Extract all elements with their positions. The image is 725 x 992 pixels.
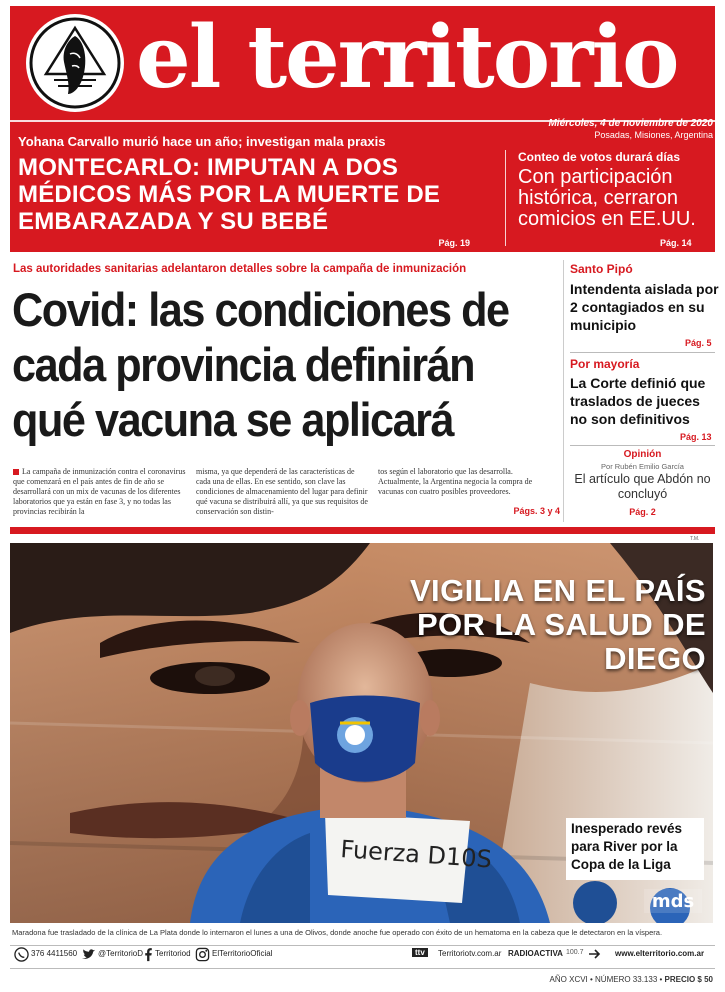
footer-radio[interactable]: RADIOACTIVA xyxy=(508,949,563,958)
opinion-byline: Por Rubén Emilio García xyxy=(601,462,684,471)
covid-page: Págs. 3 y 4 xyxy=(513,506,560,516)
top-left-headline[interactable]: MONTECARLO: IMPUTAN A DOS MÉDICOS MÁS POR LA MUERTE DE EMBARAZADA Y SU BEBÉ xyxy=(18,154,441,235)
section-red-bar xyxy=(10,527,715,534)
covid-headline[interactable] xyxy=(12,282,513,447)
sidebar-kicker: Por mayoría xyxy=(570,357,640,371)
opinion-headline[interactable]: El artículo que Abdón no concluyó xyxy=(574,472,711,501)
masthead-divider xyxy=(505,150,506,246)
covid-body-col1: La campaña de inmunización contra el coronavirus que comenzará en el país antes de fin de año se desarrollará con un mix de vacunas de los diferentes laboratorios que ya están en fase 3, y no todas las provincias recibirán la xyxy=(13,467,186,516)
photo-headline[interactable]: VIGILIA EN EL PAÍS POR LA SALUD DE DIEGO xyxy=(409,573,706,676)
tv-badge[interactable]: ttv xyxy=(412,948,428,957)
covid-headline-line: cada provincia definirán xyxy=(12,338,475,391)
mds-logo xyxy=(644,889,702,913)
photo-caption: Maradona fue trasladado de la clínica de La Plata donde lo internaron el lunes a una de Olivos, donde anoche fue operado con éxito de un hematoma en la cabeza que le detectaron en la víspera. xyxy=(12,928,663,937)
issue-place: Posadas, Misiones, Argentina xyxy=(594,130,713,140)
footer-radio-freq: 100.7 xyxy=(566,949,584,956)
logo-emblem-icon xyxy=(26,14,124,112)
opinion-kicker: Opinión xyxy=(623,449,662,460)
top-right-headline[interactable]: Con participación histórica, cerraron comicios en EE.UU. xyxy=(518,166,696,230)
top-left-page: Pág. 19 xyxy=(438,238,470,248)
sidebar-divider xyxy=(563,260,564,522)
sidebar-page: Pág. 13 xyxy=(680,432,712,442)
issue-info xyxy=(550,975,713,984)
covid-body-col2: misma, ya que dependerá de las características de cada una de ellas. En ese sentido, son clave las condiciones de almacenamiento del lugar para definir qué vacuna se distribuirá allí, ya que sus requisitos de conservación son distin- xyxy=(196,467,368,516)
facebook-icon[interactable] xyxy=(141,947,156,962)
top-left-kicker: Yohana Carvallo murió hace un año; investigan mala praxis xyxy=(18,134,386,149)
sidebar-rule xyxy=(570,445,715,446)
sign-text: Fuerza D10S xyxy=(339,835,493,874)
covid-headline-line: Covid: las condiciones de xyxy=(12,283,509,336)
opinion-page: Pág. 2 xyxy=(629,507,656,517)
sidebar-page: Pág. 5 xyxy=(685,338,712,348)
footer-tv-site[interactable]: Territoriotv.com.ar xyxy=(438,949,502,958)
footer-instagram[interactable]: ElTerritorioOficial xyxy=(212,949,273,958)
sidebar-headline[interactable]: La Corte definió que traslados de jueces no son definitivos xyxy=(570,375,706,427)
footer-site[interactable]: www.elterritorio.com.ar xyxy=(615,949,705,958)
issue-price: PRECIO $ 50 xyxy=(664,975,713,984)
covid-headline-line: qué vacuna se aplicará xyxy=(12,393,454,446)
whatsapp-icon[interactable] xyxy=(14,947,29,962)
radio-arrow-icon xyxy=(588,948,602,960)
sidebar-rule xyxy=(570,352,715,353)
issue-date: Miércoles, 4 de noviembre de 2020 xyxy=(548,118,713,129)
photo-credit: T.M. xyxy=(690,536,700,542)
masthead-title[interactable]: el territorio xyxy=(136,7,678,108)
mds-logo-text: mds xyxy=(651,891,695,912)
footer-twitter[interactable]: @TerritorioD xyxy=(98,949,144,958)
instagram-icon[interactable] xyxy=(195,947,210,962)
issue-number: AÑO XCVI • NÚMERO 33.133 • xyxy=(549,975,663,984)
footer-facebook[interactable]: Territoriod xyxy=(155,949,191,958)
sidebar-headline[interactable]: Intendenta aislada por 2 contagiados en su municipio xyxy=(570,281,719,333)
river-headline[interactable]: Inesperado revés para River por la Copa de la Liga xyxy=(571,821,683,872)
covid-kicker: Las autoridades sanitarias adelantaron detalles sobre la campaña de inmunización xyxy=(13,263,467,275)
covid-body-col3: tos según el laboratorio que las desarrolla. Actualmente, la Argentina negocia la compra de vacunas con cuatro posibles proveedores. xyxy=(378,467,533,496)
twitter-icon[interactable] xyxy=(81,947,96,962)
footer-whatsapp[interactable]: 376 4411560 xyxy=(31,949,78,958)
sidebar-kicker: Santo Pipó xyxy=(570,262,633,276)
top-right-page: Pág. 14 xyxy=(660,238,692,248)
top-right-kicker: Conteo de votos durará días xyxy=(518,150,681,164)
